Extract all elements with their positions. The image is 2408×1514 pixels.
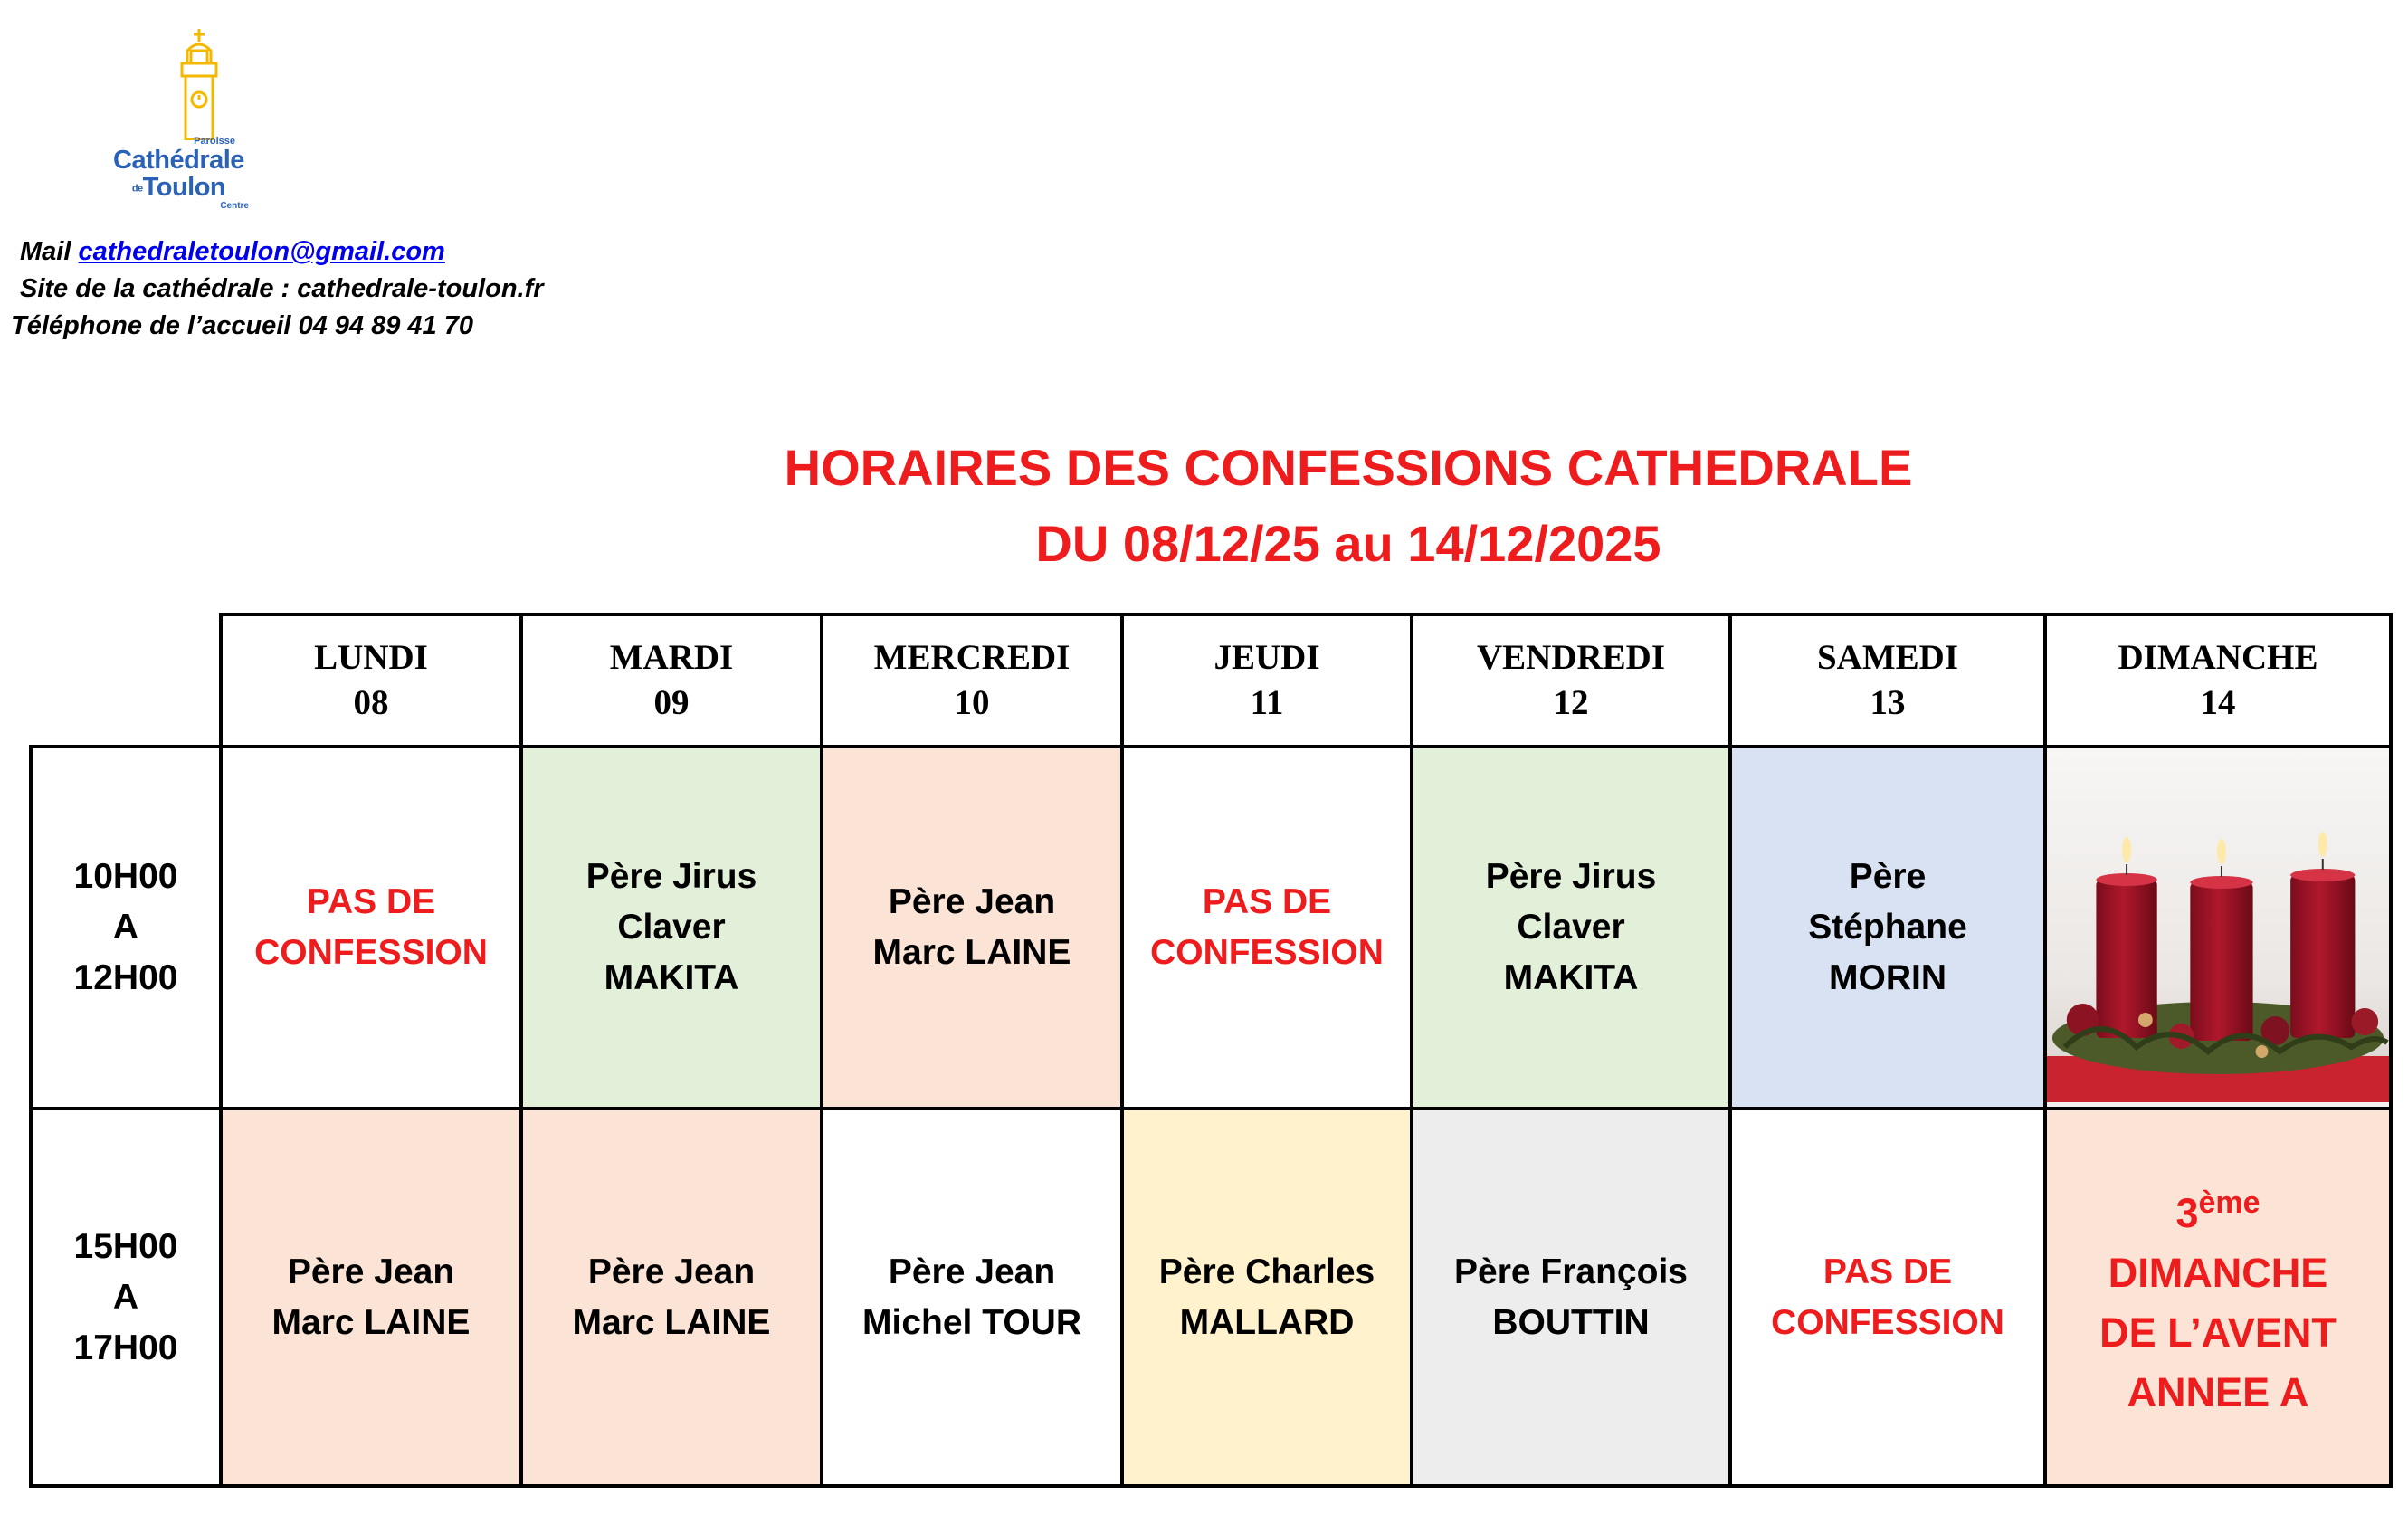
day-name: SAMEDI [1816, 638, 1959, 677]
cell-lundi-afternoon [221, 1109, 521, 1486]
day-number: 09 [653, 683, 690, 722]
cell-line: DE L’AVENT [2099, 1309, 2337, 1356]
time-start: 15H00 [73, 1226, 178, 1266]
priest-name [523, 1247, 820, 1348]
day-header-vendredi [1412, 614, 1730, 747]
day-header-mercredi [822, 614, 1122, 747]
contact-mail-line [0, 233, 544, 271]
confession-schedule-table [29, 613, 2393, 1488]
time-slot-afternoon [31, 1109, 221, 1486]
priest-name [823, 1247, 1120, 1348]
cell-line: MAKITA [1503, 958, 1639, 997]
cell-line: Père Jean [888, 882, 1056, 921]
priest-name [823, 877, 1120, 978]
time-sep: A [112, 1277, 139, 1317]
ordinal-suffix: ème [2198, 1185, 2260, 1220]
cell-line: CONFESSION [1771, 1302, 2004, 1342]
logo-line-cathedrale: Cathédrale [113, 146, 244, 175]
cell-line: MAKITA [604, 958, 739, 997]
logo-centre: Centre [220, 201, 249, 212]
day-header-dimanche [2045, 614, 2391, 747]
contact-site-line: Site de la cathédrale : cathedrale-toulon.fr [20, 274, 544, 303]
cell-line: Père Jean [888, 1252, 1056, 1291]
day-number: 12 [1553, 683, 1589, 722]
cell-line: Claver [1517, 908, 1625, 947]
cell-mardi-morning [521, 747, 822, 1109]
day-name: LUNDI [314, 638, 428, 677]
priest-name [1413, 852, 1728, 1004]
cell-line: Père Jirus [1485, 857, 1657, 896]
time-end: 12H00 [73, 958, 178, 997]
corner-cell [31, 614, 221, 747]
cell-line: PAS DE [1823, 1252, 1953, 1291]
day-name: VENDREDI [1476, 638, 1666, 677]
mail-link[interactable]: cathedraletoulon@gmail.com [78, 237, 445, 266]
cell-line: CONFESSION [254, 933, 488, 972]
time-row-afternoon [31, 1109, 2391, 1486]
time-end: 17H00 [73, 1328, 178, 1367]
day-header-samedi [1730, 614, 2045, 747]
advent-ordinal [2047, 1173, 2389, 1243]
logo-line-toulon [95, 174, 262, 202]
cell-mercredi-afternoon [822, 1109, 1122, 1486]
day-header-mardi [521, 614, 822, 747]
priest-name [1732, 852, 2043, 1004]
no-confession-label [1732, 1247, 2043, 1348]
day-header-lundi [221, 614, 521, 747]
cell-samedi-morning [1730, 747, 2045, 1109]
header-row [31, 614, 2391, 747]
cell-samedi-afternoon [1730, 1109, 2045, 1486]
cell-line: MALLARD [1179, 1302, 1355, 1342]
cell-mercredi-morning [822, 747, 1122, 1109]
cell-jeudi-afternoon [1122, 1109, 1412, 1486]
logo-de: de [131, 183, 143, 195]
priest-name [1124, 1247, 1410, 1348]
cell-dimanche-morning [2045, 747, 2391, 1109]
cell-line: PAS DE [1202, 882, 1332, 921]
time-sep: A [112, 908, 139, 947]
time-start: 10H00 [73, 857, 178, 896]
cell-line: Père [1849, 857, 1927, 896]
title-line-2: DU 08/12/25 au 14/12/2025 [1035, 515, 1661, 572]
cell-line: MORIN [1829, 958, 1946, 997]
day-number: 08 [353, 683, 389, 722]
cell-line: Marc LAINE [872, 933, 1071, 972]
day-number: 13 [1870, 683, 1906, 722]
cell-line: Père Jirus [585, 857, 757, 896]
sunday-advent-label [2047, 1173, 2389, 1423]
time-slot-morning [31, 747, 221, 1109]
day-number: 14 [2200, 683, 2236, 722]
cell-line: Père Jean [287, 1252, 455, 1291]
parish-logo [95, 27, 262, 226]
day-header-jeudi [1122, 614, 1412, 747]
day-name: JEUDI [1214, 638, 1320, 677]
title-line-1: HORAIRES DES CONFESSIONS CATHEDRALE [784, 439, 1913, 496]
cell-line: Claver [617, 908, 726, 947]
cell-line: ANNEE A [2127, 1368, 2309, 1415]
day-name: MARDI [609, 638, 734, 677]
cell-line: BOUTTIN [1492, 1302, 1650, 1342]
day-number: 11 [1250, 683, 1284, 722]
cell-line: Père François [1454, 1252, 1688, 1291]
cell-lundi-morning [221, 747, 521, 1109]
logo-paroisse: Paroisse [194, 136, 235, 147]
cell-line: DIMANCHE [2108, 1249, 2328, 1296]
cell-line: Stéphane [1808, 908, 1967, 947]
logo-wordmark [95, 136, 262, 211]
no-confession-label [223, 877, 519, 978]
cell-line: PAS DE [306, 882, 436, 921]
cell-mardi-afternoon [521, 1109, 822, 1486]
no-confession-label [1124, 877, 1410, 978]
cell-line: Père Charles [1158, 1252, 1375, 1291]
cathedral-tower-icon [176, 27, 222, 140]
page-title [679, 430, 2018, 582]
cell-vendredi-afternoon [1412, 1109, 1730, 1486]
day-name: DIMANCHE [2118, 638, 2318, 677]
day-number: 10 [954, 683, 990, 722]
cell-line: Père Jean [587, 1252, 756, 1291]
cell-line: Marc LAINE [572, 1302, 771, 1342]
cell-jeudi-morning [1122, 747, 1412, 1109]
cell-line: CONFESSION [1150, 933, 1384, 972]
cell-vendredi-morning [1412, 747, 1730, 1109]
cell-dimanche-afternoon [2045, 1109, 2391, 1486]
day-name: MERCREDI [873, 638, 1071, 677]
advent-candles-image [2047, 748, 2389, 1102]
ordinal-number: 3 [2175, 1189, 2199, 1236]
priest-name [223, 1247, 519, 1348]
mail-label: Mail [20, 237, 71, 266]
cell-line: Marc LAINE [271, 1302, 471, 1342]
contact-phone-line: Téléphone de l’accueil 04 94 89 41 70 [11, 311, 473, 340]
priest-name [523, 852, 820, 1004]
time-row-morning [31, 747, 2391, 1109]
cell-line: Michel TOUR [862, 1302, 1081, 1342]
contact-info [0, 233, 544, 345]
logo-toulon: Toulon [142, 173, 226, 202]
priest-name [1413, 1247, 1728, 1348]
